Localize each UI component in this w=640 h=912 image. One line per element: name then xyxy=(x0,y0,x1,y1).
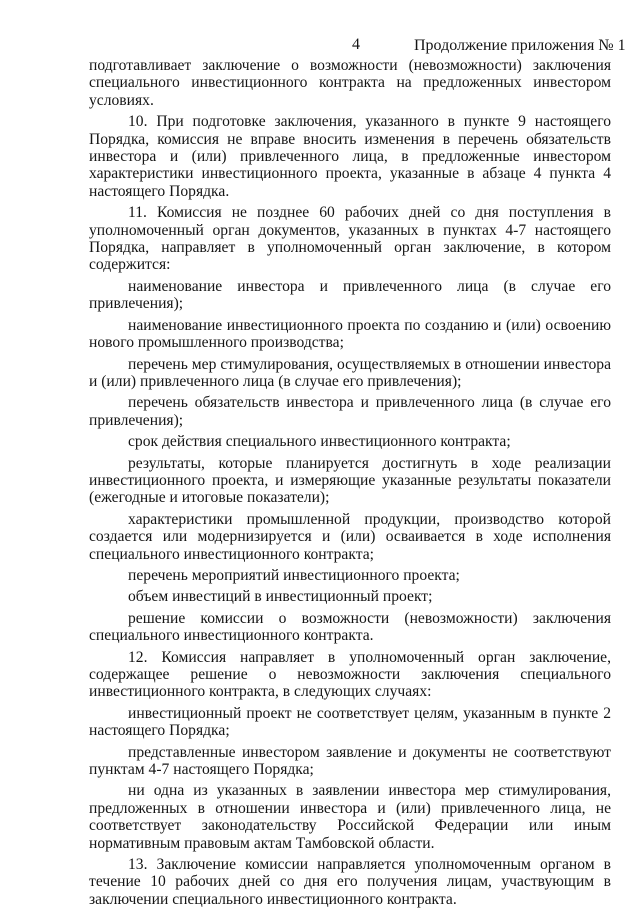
page-number: 4 xyxy=(352,36,360,53)
appendix-continuation-label: Продолжение приложения № 1 xyxy=(414,37,626,54)
list-item-product-characteristics: характеристики промышленной продукции, производство которой создается или модернизируется и (или) осваивается в ходе исполнения специального инвестиционного контракта; xyxy=(89,510,611,563)
paragraph-item-13: 13. Заключение комиссии направляется уполномоченным органом в течение 10 рабочих дней со дня его получения лицам, участвующим в заключении специального инвестиционного контракта. xyxy=(89,856,611,908)
list-item-goals-mismatch: инвестиционный проект не соответствует целям, указанным в пункте 2 настоящего Порядка; xyxy=(89,704,611,740)
paragraph-continued: подготавливает заключение о возможности (невозможности) заключения специального инвестиционного контракта на предложенных инвестором условиях. xyxy=(89,57,611,109)
paragraph-item-10: 10. При подготовке заключения, указанного в пункте 9 настоящего Порядка, комиссия не вправе вносить изменения в перечень обязательств инвестора и (или) привлеченного лица, в предложенные инвестором характеристики инвестиционного проекта, указанные в абзаце 4 пункта 4 настоящего Порядка. xyxy=(89,113,611,200)
list-item-obligations: перечень обязательств инвестора и привлеченного лица (в случае его привлечения); xyxy=(89,394,611,429)
list-item-incentive-measures: перечень мер стимулирования, осуществляемых в отношении инвестора и (или) привлеченного лица (в случае его привлечения); xyxy=(89,355,611,390)
list-item-project-name: наименование инвестиционного проекта по созданию и (или) освоению нового промышленного производства; xyxy=(89,316,611,352)
list-item-investor-name: наименование инвестора и привлеченного лица (в случае его привлечения); xyxy=(89,277,611,313)
list-item-documents-mismatch: представленные инвестором заявление и документы не соответствуют пунктам 4-7 настоящего Порядка; xyxy=(89,743,611,779)
list-item-contract-term: срок действия специального инвестиционного контракта; xyxy=(128,433,511,451)
list-item-measures-mismatch: ни одна из указанных в заявлении инвестора мер стимулирования, предложенных в отношении инвестора и (или) привлеченного лица, не соответствует законодательству Российской Федерации или иным нормативным правовым актам Тамбовской области. xyxy=(89,782,611,852)
paragraph-item-12: 12. Комиссия направляет в уполномоченный орган заключение, содержащее решение о невозможности заключения специального инвестиционного контракта, в следующих случаях: xyxy=(89,648,611,701)
document-body xyxy=(89,57,611,912)
list-item-project-activities: перечень мероприятий инвестиционного проекта; xyxy=(128,566,460,584)
list-item-results: результаты, которые планируется достигнуть в ходе реализации инвестиционного проекта, и измеряющие указанные результаты показатели (ежегодные и итоговые показатели); xyxy=(89,454,611,507)
list-item-investment-volume: объем инвестиций в инвестиционный проект; xyxy=(128,588,433,606)
paragraph-item-11: 11. Комиссия не позднее 60 рабочих дней со дня поступления в уполномоченный орган документов, указанных в пунктах 4-7 настоящего Порядка, направляет в уполномоченный орган заключение, в котором содержится: xyxy=(89,204,611,274)
list-item-commission-decision: решение комиссии о возможности (невозможности) заключения специального инвестиционного контракта. xyxy=(89,609,611,645)
